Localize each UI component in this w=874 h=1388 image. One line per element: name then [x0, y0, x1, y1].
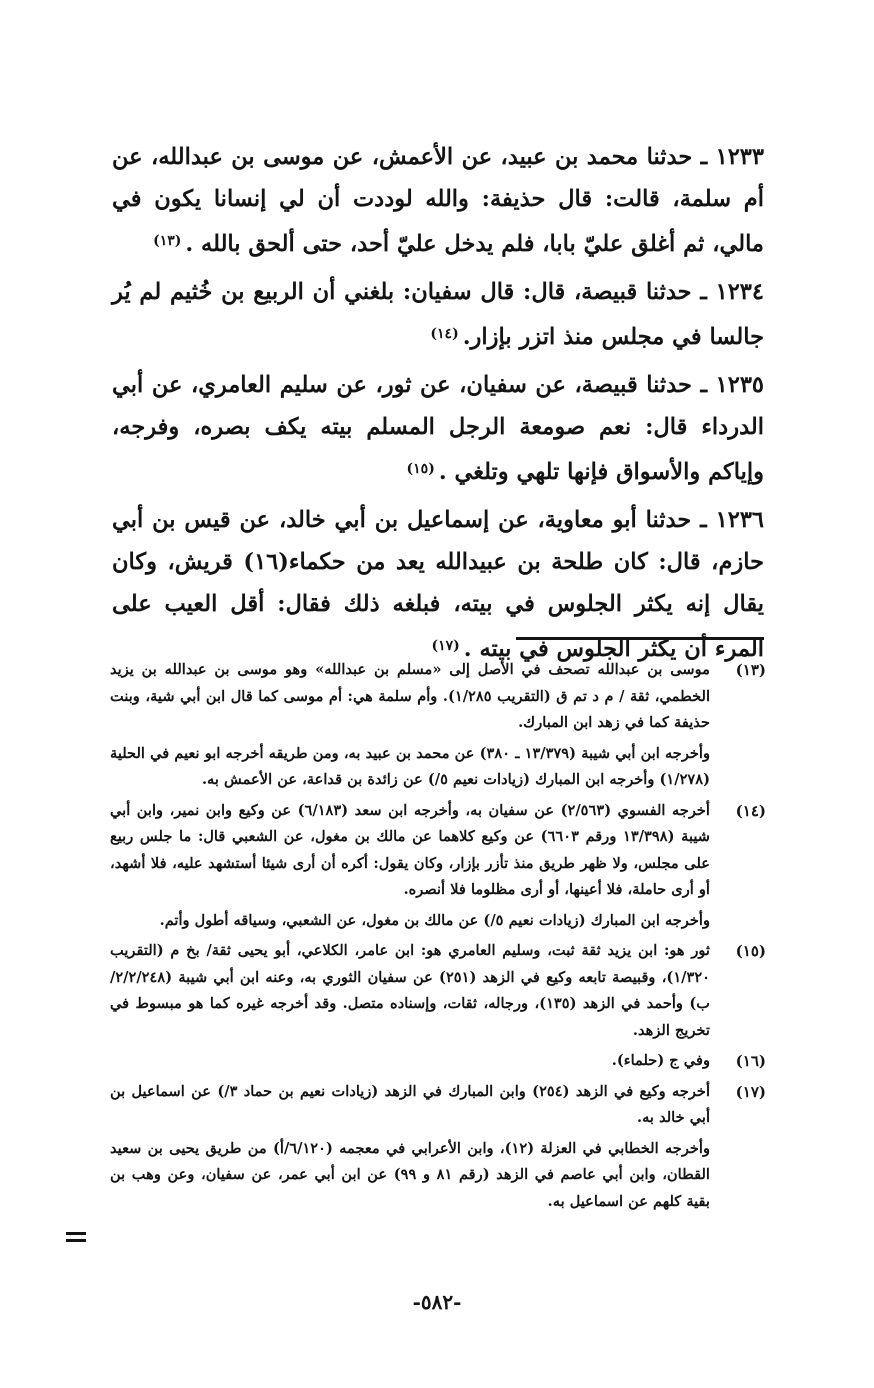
footnote-15: [110, 938, 766, 1044]
entry-1235: [112, 364, 764, 493]
page-number: -٥٨٢-: [412, 1290, 462, 1314]
entry-number: ١٢٣٦: [715, 507, 764, 533]
footnote-paragraph: وفي ج (حلماء).: [611, 1052, 710, 1069]
footnote-14: [110, 798, 766, 935]
footnote-paragraph: وأخرجه الخطابي في العزلة (١٢)، وابن الأعرابي في معجمه (٦/١٢٠/أ) من طريق يحيى بن سعيد القطان، وابن أبي عاصم في الزهد (رقم ٨١ و ٩٩) عن ابن أبي عمر، عن سفيان، وعن وهب بن بقية كلهم عن اسماعيل به.: [110, 1139, 710, 1210]
entry-1233: [112, 136, 764, 265]
margin-mark: [66, 1232, 86, 1242]
footnote-ref: (١٥): [406, 461, 435, 477]
footnote-ref: (١٤): [430, 326, 459, 342]
entry-number: ١٢٣٥: [715, 372, 764, 398]
footnote-paragraph: أخرجه وكيع في الزهد (٢٥٤) وابن المبارك في الزهد (زيادات نعيم بن حماد ٣/) عن اسماعيل بن أبي خالد به.: [110, 1082, 711, 1126]
footnote-paragraph: وأخرجه ابن المبارك (زيادات نعيم ٥/) عن مالك بن مغول، عن الشعبي، وسياقه أطول وأتم.: [159, 911, 710, 929]
footnote-paragraph: أخرجه الفسوي (٢/٥٦٣) عن سفيان به، وأخرجه ابن سعد (٦/١٨٣) عن وكيع وابن نمير، وابن أبي شيبة (١٣/٣٩٨ ورقم ٦٦٠٣) عن وكيع كلاهما عن مالك بن مغول، عن الشعبي قال: ما جلس ربيع على مجلس، ولا ظهر طريق منذ تأزر بإزار، وكان يقول: أكره أن أرى شيئا أستشهد عليه، فلا أشهد، أو أرى حاملة، فلا أعينها، أو أرى مظلوما فلا أنصره.: [110, 801, 710, 898]
footnote-number: (١٧): [735, 1082, 766, 1101]
footnote-13: [110, 657, 766, 794]
main-text: [112, 136, 764, 676]
footnote-paragraph: وأخرجه ابن أبي شيبة (١٣/٣٧٩ ـ ٣٨٠) عن محمد بن عبيد به، ومن طريقه أخرجه ابو نعيم في الحلية (١/٢٧٨) وأخرجه ابن المبارك (زيادات نعيم ٥/) عن زائدة بن قداعة، عن الأعمش به.: [110, 744, 710, 788]
entry-text: ـ حدثنا قبيصة، عن سفيان، عن ثور، عن سليم العامري، عن أبي الدرداء قال: نعم صومعة الرجل المسلم بيته يكف بصره، وفرجه، وإياكم والأسواق فإنها تلهي وتلغي .: [112, 372, 764, 485]
footnote-ref: (١٣): [153, 233, 182, 249]
entry-1234: [112, 271, 764, 358]
footnote-number: (١٦): [735, 1052, 766, 1070]
footnote-paragraph: ثور هو: ابن يزيد ثقة ثبت، وسليم العامري هو: ابن عامر، الكلاعي، أبو يحيى ثقة/ بخ م (التقريب ١/٣٢٠)، وقبيصة تابعه وكيع في الزهد (٢٥١) عن سفيان الثوري به، وعنه ابن أبي شيبة (٢/٢/٢٤٨/ب) وأحمد في الزهد (١٣٥)، ورجاله، ثقات، وإسناده متصل. وقد أخرجه غيره كما هو مبسوط في تخريج الزهد.: [110, 942, 711, 1039]
footnote-separator: [516, 637, 764, 640]
entry-number: ١٢٣٣: [715, 144, 764, 170]
footnote-number: (١٤): [735, 801, 766, 820]
entry-number: ١٢٣٤: [715, 279, 764, 305]
entry-1236: [112, 499, 764, 670]
footnotes: [110, 657, 766, 1219]
footnote-paragraph: موسى بن عبدالله تصحف في الأصل إلى «مسلم بن عبدالله» وهو موسى بن عبدالله بن يزيد الخطمي، ثقة / م د تم ق (التقريب ١/٢٨٥). وأم سلمة هي: أم موسى كما قال ابن أبي شية، وبنت حذيفة كما في زهد ابن المبارك.: [110, 661, 710, 731]
footnote-16: [110, 1048, 766, 1075]
footnote-number: (١٣): [735, 661, 766, 679]
footnote-ref: (١٧): [431, 638, 460, 654]
entry-text: ـ حدثنا قبيصة، قال: قال سفيان: بلغني أن الربيع بن خُثيم لم يُر جالسا في مجلس منذ اتزر بإزار.: [112, 279, 764, 350]
entry-text: ـ حدثنا أبو معاوية، عن إسماعيل بن أبي خالد، عن قيس بن أبي حازم، قال: كان طلحة بن عبيدالله يعد من حكماء(١٦) قريش، وكان يقال إنه يكثر الجلوس في بيته، فبلغه ذلك فقال: أقل العيب على المرء أن يكثر الجلوس في بيته .: [112, 507, 764, 662]
footnote-number: (١٥): [735, 942, 766, 960]
entry-text: ـ حدثنا محمد بن عبيد، عن الأعمش، عن موسى بن عبدالله، عن أم سلمة، قالت: قال حذيفة: والله لوددت أن لي إنسانا يكون في مالي، ثم أغلق عليّ بابا، فلم يدخل عليّ أحد، حتى ألحق بالله .: [112, 144, 764, 257]
footnote-17: [110, 1079, 766, 1216]
